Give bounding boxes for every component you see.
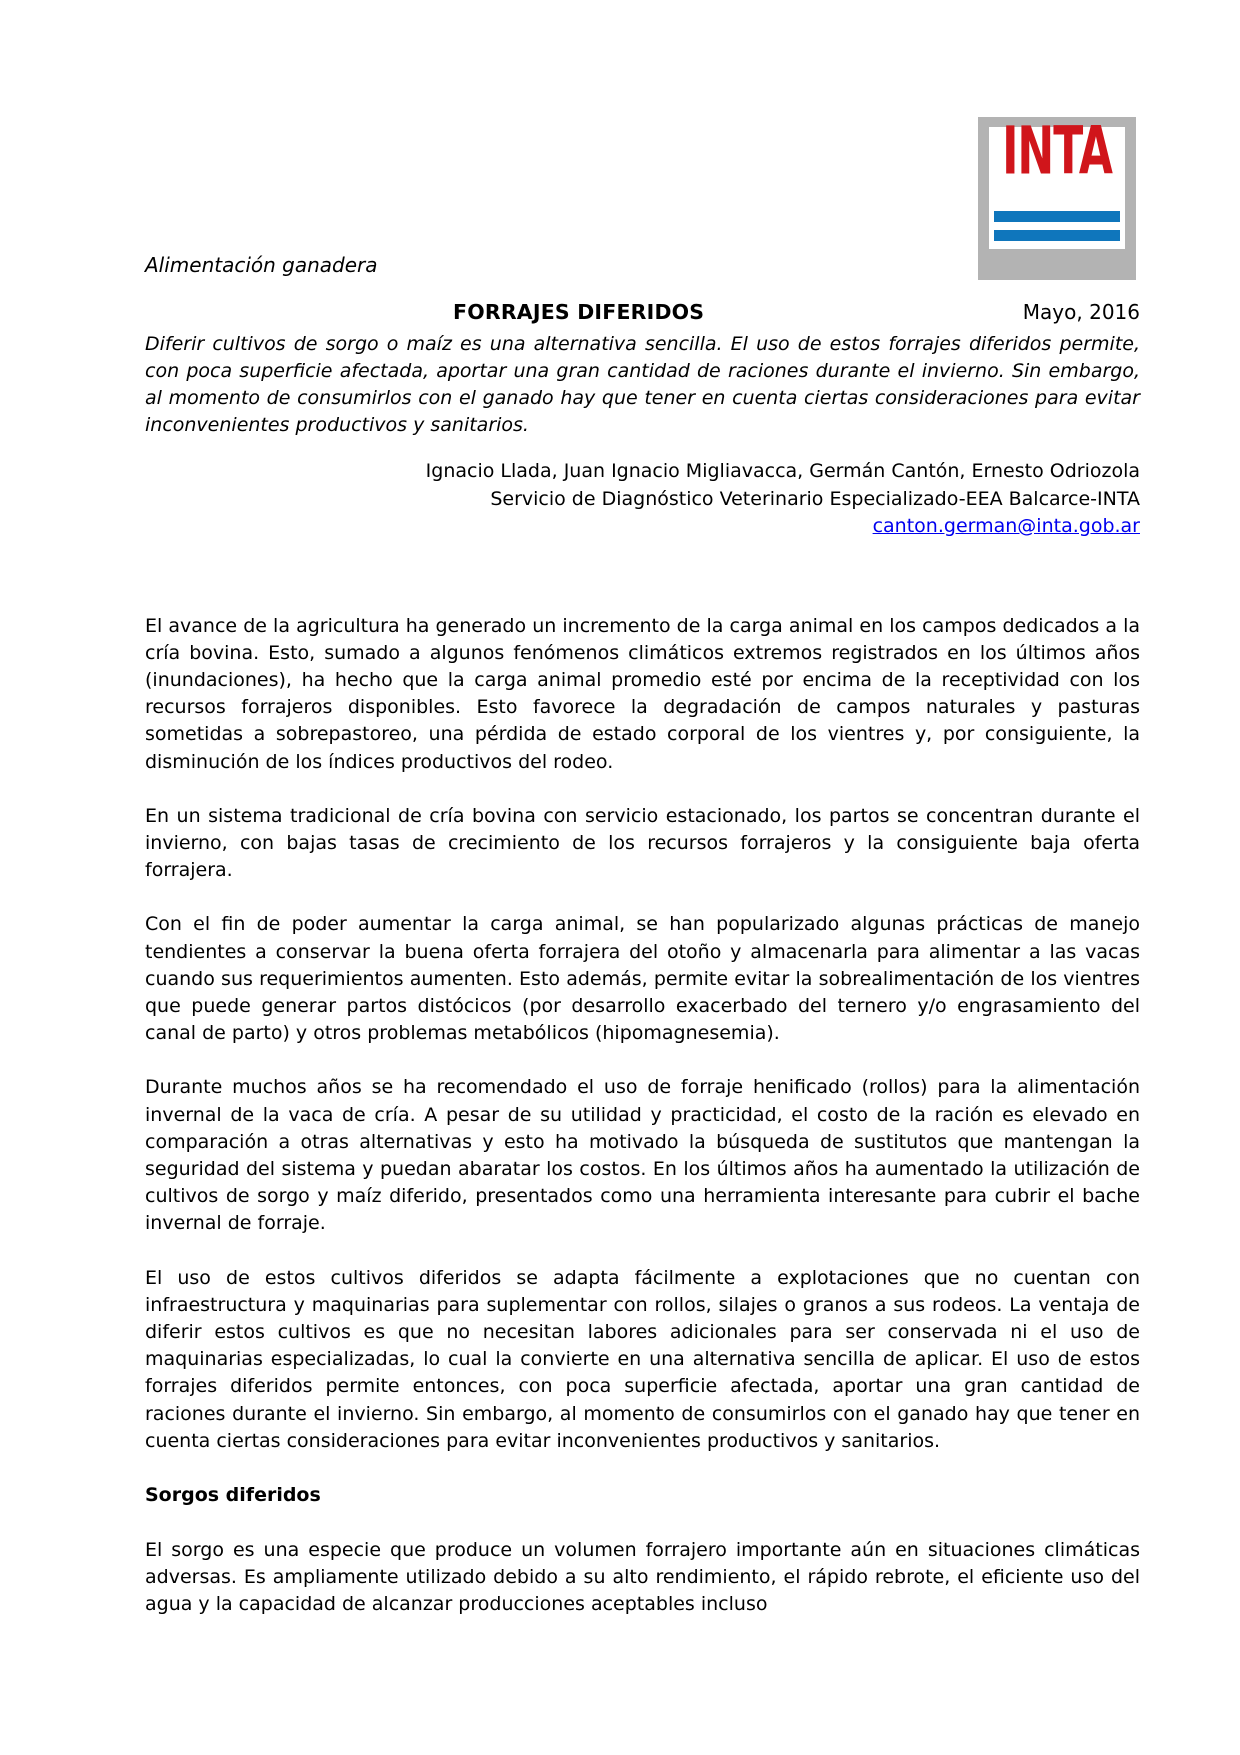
document-date: Mayo, 2016 [1022, 300, 1140, 324]
affiliation-line: Servicio de Diagnóstico Veterinario Especializado-EEA Balcarce-INTA [490, 487, 1140, 510]
authors-line: Ignacio Llada, Juan Ignacio Migliavacca, Germán Cantón, Ernesto Odriozola [425, 460, 1140, 482]
body-paragraph: En un sistema tradicional de cría bovina con servicio estacionado, los partos se concentran durante el invierno, con bajas tasas de crecimiento de los recursos forrajeros y la consiguiente baja oferta forrajera. [145, 804, 1140, 882]
body-paragraph: Durante muchos años se ha recomendado el uso de forraje henificado (rollos) para la alimentación invernal de la vaca de cría. A pesar de su utilidad y practicidad, el costo de la ración es elevado en comparación a otras alternativas y esto ha motivado la búsqueda de sustitutos que mantengan la seguridad del sistema y puedan abaratar los costos. En los últimos años ha aumentado la utilización de cultivos de sorgo y maíz diferido, presentados como una herramienta interesante para cubrir el bache invernal de forraje. [145, 1076, 1140, 1235]
body-paragraph: El uso de estos cultivos diferidos se adapta fácilmente a explotaciones que no cuentan con infraestructura y maquinarias para suplementar con rollos, silajes o granos a sus rodeos. La ventaja de diferir estos cultivos es que no necesitan labores adicionales para ser conservada ni el uso de maquinarias especializadas, lo cual la convierte en una alternativa sencilla de aplicar. El uso de estos forrajes diferidos permite entonces, con poca superficie afectada, aportar una gran cantidad de raciones durante el invierno. Sin embargo, al momento de consumirlos con el ganado hay que tener en cuenta ciertas consideraciones para evitar inconvenientes productivos y sanitarios. [145, 1266, 1140, 1452]
page-title: FORRAJES DIFERIDOS [453, 300, 705, 324]
title-row [145, 299, 1140, 325]
body-block [145, 613, 1140, 1619]
abstract-paragraph: Diferir cultivos de sorgo o maíz es una alternativa sencilla. El uso de estos forrajes diferidos permite, con poca superficie afectada, aportar una gran cantidad de raciones durante el invierno. Sin embargo, al momento de consumirlos con el ganado hay que tener en cuenta ciertas consideraciones para evitar inconvenientes productivos y sanitarios. [145, 333, 1140, 436]
body-paragraph: El sorgo es una especie que produce un volumen forrajero importante aún en situaciones climáticas adversas. Es ampliamente utilizado debido a su alto rendimiento, el rápido rebrote, el eficiente uso del agua y la capacidad de alcanzar producciones aceptables incluso [145, 1538, 1140, 1616]
body-paragraph: El avance de la agricultura ha generado un incremento de la carga animal en los campos dedicados a la cría bovina. Esto, sumado a algunos fenómenos climáticos extremos registrados en los últimos años (inundaciones), ha hecho que la carga animal promedio esté por encima de la receptividad con los recursos forrajeros disponibles. Esto favorece la degradación de campos naturales y pasturas sometidas a sobrepastoreo, una pérdida de estado corporal de los vientres y, por consiguiente, la disminución de los índices productivos del rodeo. [145, 614, 1140, 773]
inta-logo-text: INTA [1002, 113, 1112, 190]
document-content [145, 0, 1140, 1646]
email-link[interactable]: canton.german@inta.gob.ar [872, 515, 1140, 537]
body-paragraph: Con el fin de poder aumentar la carga animal, se han popularizado algunas prácticas de manejo tendientes a conservar la buena oferta forrajera del otoño y almacenarla para alimentar a las vacas cuando sus requerimientos aumenten. Esto además, permite evitar la sobrealimentación de los vientres que puede generar partos distócicos (por desarrollo exacerbado del ternero y/o engrasamiento del canal de parto) y otros problemas metabólicos (hipomagnesemia). [145, 913, 1140, 1045]
category-label: Alimentación ganadera [145, 253, 378, 277]
section-heading-sorgos-diferidos: Sorgos diferidos [145, 1483, 321, 1506]
email-line [145, 513, 1140, 541]
authors-block [145, 458, 1140, 541]
